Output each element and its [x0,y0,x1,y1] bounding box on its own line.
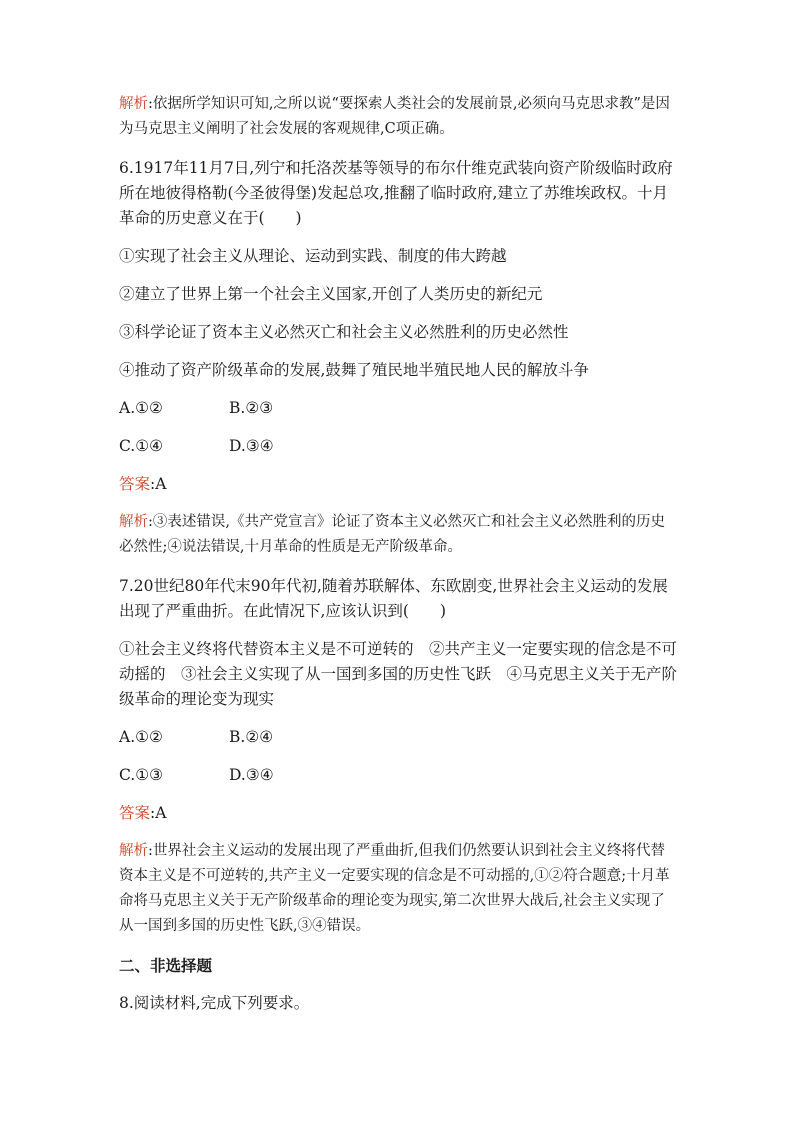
question-6-options-row-2 [119,434,679,459]
question-6-item-4: ④推动了资产阶级革命的发展,鼓舞了殖民地半殖民地人民的解放斗争 [119,361,589,379]
section-heading: 二、非选择题 [119,956,213,975]
question-6-stem: 6.1917年11月7日,列宁和托洛茨基等领导的布尔什维克武装向资产阶级临时政府所在地彼得格勒(今圣彼得堡)发起总攻,推翻了临时政府,建立了苏维埃政权。十月革命的历史意义在于( ) [119,159,673,227]
question-6-options-row-1 [119,396,679,421]
question-7-items: ①社会主义终将代替资本主义是不可逆转的 ②共产主义一定要实现的信念是不可动摇的 ③社会主义实现了从一国到多国的历史性飞跃 ④马克思主义关于无产阶级革命的理论变为现实 [119,640,678,708]
answer-value: :A [150,804,167,822]
question-7-options-row-2 [119,763,679,788]
question-7-answer [119,801,679,826]
question-6-answer [119,472,679,497]
question-8-stem: 8.阅读材料,完成下列要求。 [119,994,310,1012]
option-d: D.③④ [229,766,274,784]
analysis-paragraph [119,92,679,142]
option-b: B.②④ [229,728,274,746]
analysis-text: :世界社会主义运动的发展出现了严重曲折,但我们仍然要认识到社会主义终将代替资本主义是不可逆转的,共产主义一定要实现的信念是不可动摇的,①②符合题意;十月革命将马克思主义关于无产阶级革命的理论变为现实,第二次世界大战后,社会主义实现了从一国到多国的历史性飞跃,③④错误。 [119,843,670,934]
question-7-stem: 7.20世纪80年代末90年代初,随着苏联解体、东欧剧变,世界社会主义运动的发展出现了严重曲折。在此情况下,应该认识到( ) [119,577,668,620]
option-c: C.①④ [119,437,164,455]
question-7-options-row-1 [119,725,679,750]
analysis-label: 解析 [119,514,148,530]
option-c: C.①③ [119,766,164,784]
answer-value: :A [150,475,167,493]
question-6-item-3: ③科学论证了资本主义必然灭亡和社会主义必然胜利的历史必然性 [119,323,569,341]
question-7-analysis [119,839,679,939]
question-6-analysis [119,510,679,560]
option-a: A.①② [119,728,163,746]
analysis-text: :依据所学知识可知,之所以说“要探索人类社会的发展前景,必须向马克思求教”是因为马克思主义阐明了社会发展的客观规律,C项正确。 [119,96,670,137]
analysis-label: 解析 [119,96,148,112]
question-6-item-1: ①实现了社会主义从理论、运动到实践、制度的伟大跨越 [119,247,507,265]
document-page [119,92,679,1016]
answer-label: 答案 [119,475,151,493]
analysis-label: 解析 [119,843,148,859]
answer-label: 答案 [119,804,151,822]
option-d: D.③④ [229,437,274,455]
question-6-item-2: ②建立了世界上第一个社会主义国家,开创了人类历史的新纪元 [119,285,543,303]
option-a: A.①② [119,399,163,417]
option-b: B.②③ [229,399,274,417]
analysis-text: :③表述错误,《共产党宣言》论证了资本主义必然灭亡和社会主义必然胜利的历史必然性;④说法错误,十月革命的性质是无产阶级革命。 [119,514,665,555]
